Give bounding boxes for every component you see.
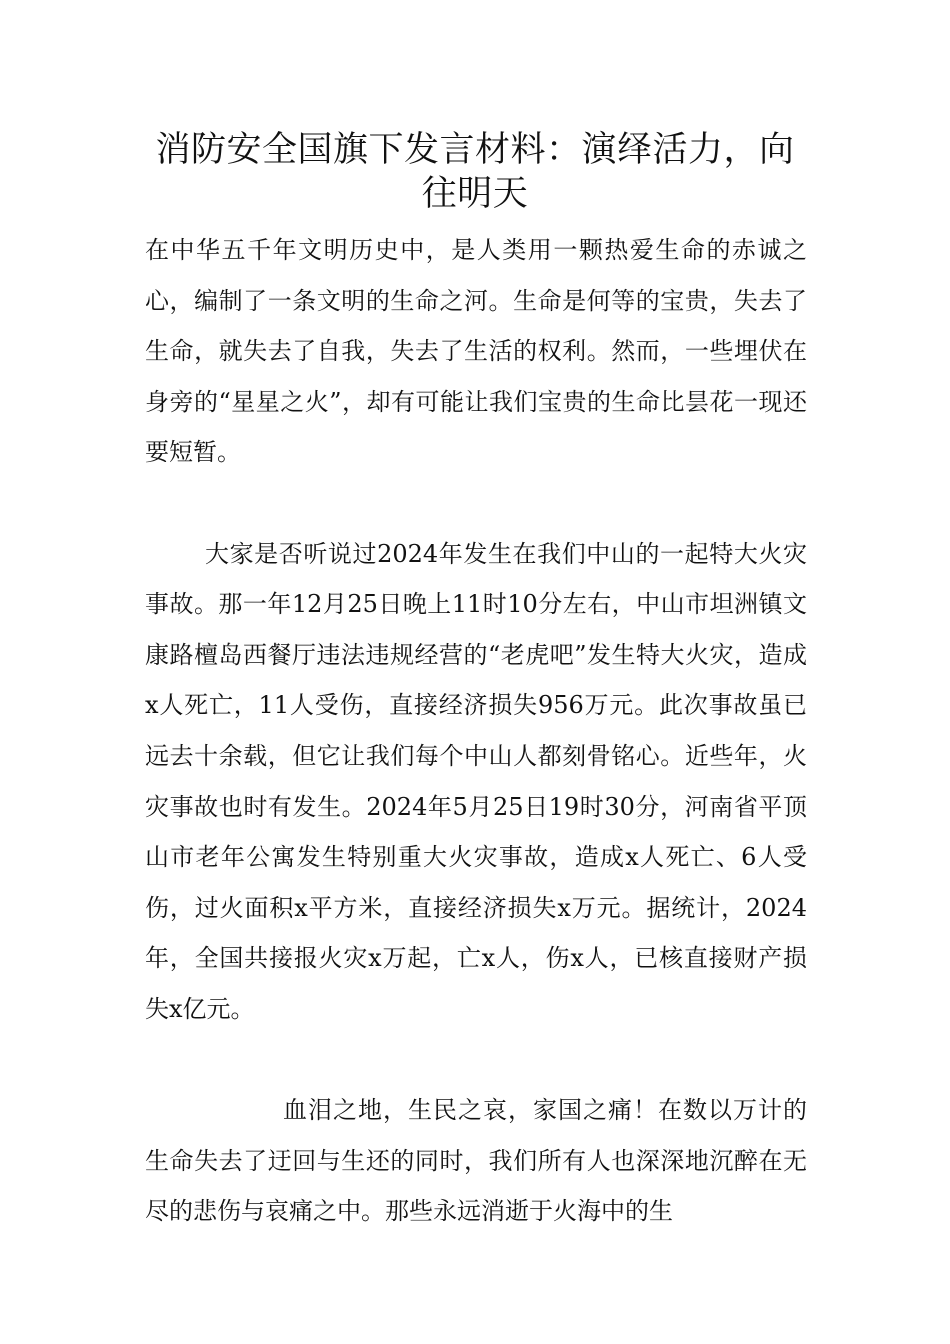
document-title: 消防安全国旗下发言材料：演绎活力，向往明天 — [155, 130, 795, 214]
document-body — [145, 225, 807, 1237]
paragraph-fire-incidents: 大家是否听说过2024年发生在我们中山的一起特大火灾事故。那一年12月25日晚上11时10分左右，中山市坦洲镇文康路檀岛西餐厅违法违规经营的“老虎吧”发生特大火灾，造成x人死亡，11人受伤，直接经济损失956万元。此次事故虽已远去十余载，但它让我们每个中山人都刻骨铭心。近些年，火灾事故也时有发生。2024年5月25日19时30分，河南省平顶山市老年公寓发生特别重大火灾事故，造成x人死亡、6人受伤，过火面积x平方米，直接经济损失x万元。据统计，2024年，全国共接报火灾x万起，亡x人，伤x人，已核直接财产损失x亿元。 — [145, 539, 807, 1023]
paragraph-grief: 血泪之地，生民之哀，家国之痛！在数以万计的生命失去了迂回与生还的同时，我们所有人也深深地沉醉在无尽的悲伤与哀痛之中。那些永远消逝于火海中的生 — [145, 1096, 807, 1226]
paragraph-intro: 在中华五千年文明历史中，是人类用一颗热爱生命的赤诚之心，编制了一条文明的生命之河。生命是何等的宝贵，失去了生命，就失去了自我，失去了生活的权利。然而，一些埋伏在身旁的“星星之火”，却有可能让我们宝贵的生命比昙花一现还要短暂。 — [145, 236, 807, 467]
